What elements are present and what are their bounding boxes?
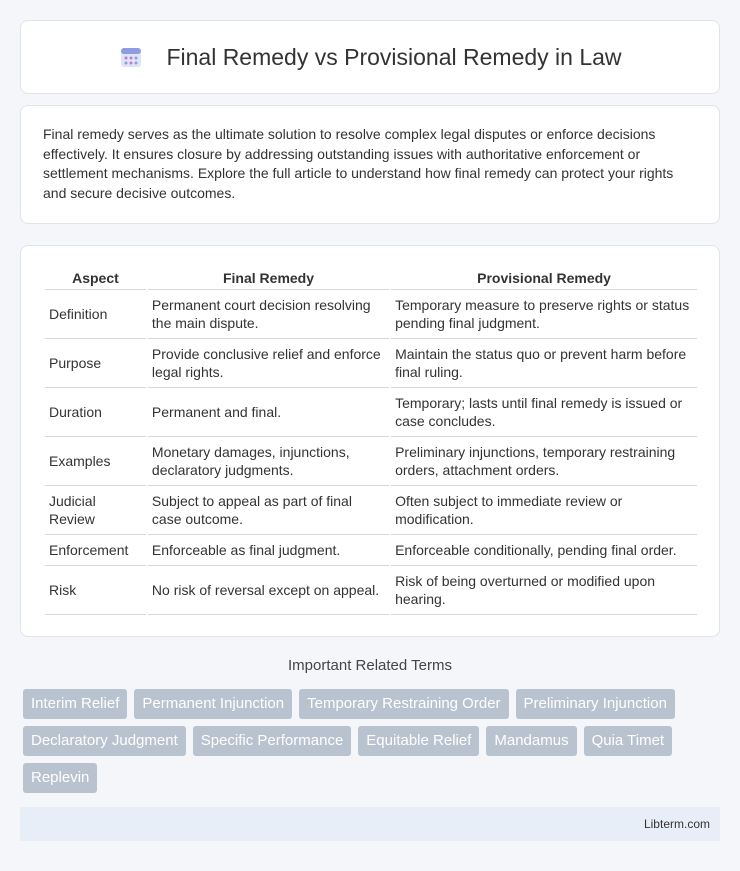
- page-title: Final Remedy vs Provisional Remedy in Law: [166, 43, 622, 70]
- comparison-table: [43, 266, 699, 615]
- table-cell: Enforceable conditionally, pending final order.: [391, 535, 697, 566]
- table-cell: Maintain the status quo or prevent harm before final ruling.: [391, 339, 697, 388]
- table-cell: Temporary measure to preserve rights or status pending final judgment.: [391, 290, 697, 339]
- table-cell: Duration: [45, 388, 146, 437]
- table-cell: Often subject to immediate review or modification.: [391, 486, 697, 535]
- table-row: [45, 290, 697, 339]
- intro-text: Final remedy serves as the ultimate solution to resolve complex legal disputes or enforce decisions effectively. It ensures closure by addressing outstanding issues with authoritative enforcement or settlement mechanisms. Explore the full article to understand how final remedy can protect your rights and secure decisive outcomes.: [43, 126, 674, 201]
- table-row: [45, 339, 697, 388]
- term-tag[interactable]: Equitable Relief: [358, 726, 479, 756]
- table-row: [45, 566, 697, 615]
- table-cell: Enforcement: [45, 535, 146, 566]
- term-tag[interactable]: Specific Performance: [193, 726, 352, 756]
- table-cell: Enforceable as final judgment.: [148, 535, 389, 566]
- term-tag[interactable]: Preliminary Injunction: [516, 689, 675, 719]
- term-tag[interactable]: Mandamus: [486, 726, 576, 756]
- term-tag[interactable]: Quia Timet: [584, 726, 673, 756]
- table-cell: Risk: [45, 566, 146, 615]
- header-card: [20, 20, 720, 94]
- table-cell: No risk of reversal except on appeal.: [148, 566, 389, 615]
- calendar-icon: [118, 44, 144, 70]
- table-cell: Monetary damages, injunctions, declaratory judgments.: [148, 437, 389, 486]
- table-cell: Judicial Review: [45, 486, 146, 535]
- footer: [20, 807, 720, 841]
- table-cell: Permanent and final.: [148, 388, 389, 437]
- column-header: Aspect: [45, 266, 146, 290]
- table-cell: Examples: [45, 437, 146, 486]
- table-cell: Risk of being overturned or modified upon hearing.: [391, 566, 697, 615]
- table-cell: Subject to appeal as part of final case outcome.: [148, 486, 389, 535]
- column-header: Provisional Remedy: [391, 266, 697, 290]
- term-tag[interactable]: Replevin: [23, 763, 97, 793]
- term-tag[interactable]: Declaratory Judgment: [23, 726, 186, 756]
- column-header: Final Remedy: [148, 266, 389, 290]
- table-row: [45, 388, 697, 437]
- table-row: [45, 486, 697, 535]
- related-terms-title: Important Related Terms: [288, 657, 452, 674]
- table-cell: Purpose: [45, 339, 146, 388]
- table-row: [45, 437, 697, 486]
- footer-site-link[interactable]: Libterm.com: [643, 817, 710, 831]
- term-tag[interactable]: Interim Relief: [23, 689, 127, 719]
- table-row: [45, 535, 697, 566]
- related-terms-list: [23, 689, 723, 793]
- table-cell: Permanent court decision resolving the main dispute.: [148, 290, 389, 339]
- table-cell: Provide conclusive relief and enforce legal rights.: [148, 339, 389, 388]
- table-cell: Temporary; lasts until final remedy is issued or case concludes.: [391, 388, 697, 437]
- term-tag[interactable]: Permanent Injunction: [134, 689, 292, 719]
- table-cell: Preliminary injunctions, temporary restraining orders, attachment orders.: [391, 437, 697, 486]
- table-header-row: [45, 266, 697, 290]
- comparison-card: [20, 245, 720, 637]
- table-cell: Definition: [45, 290, 146, 339]
- intro-card: [20, 105, 720, 224]
- term-tag[interactable]: Temporary Restraining Order: [299, 689, 508, 719]
